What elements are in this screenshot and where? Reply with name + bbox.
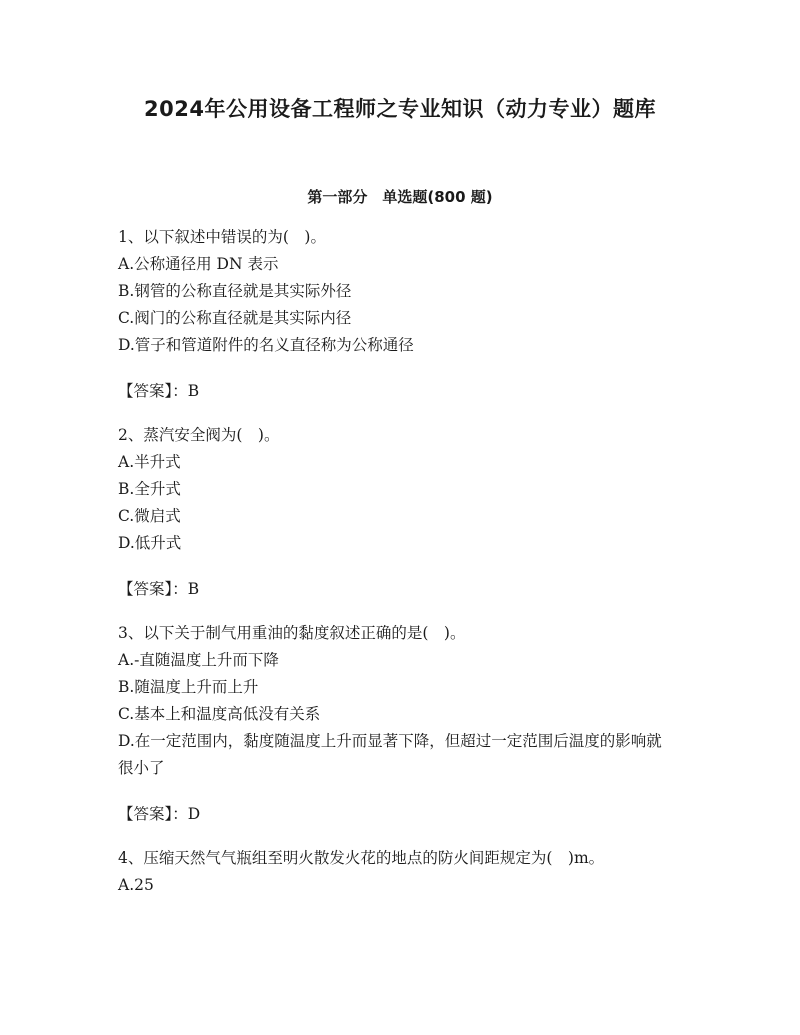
option-b: B.钢管的公称直径就是其实际外径 [118, 282, 352, 300]
option-d: D.管子和管道附件的名义直径称为公称通径 [118, 336, 414, 354]
answer-label: 【答案】： [118, 580, 188, 598]
option-a: A.-直随温度上升而下降 [118, 651, 279, 669]
question-list [118, 224, 678, 899]
answer-line [118, 576, 678, 603]
option-a: A.公称通径用 DN 表示 [118, 255, 279, 273]
question-text: 4、压缩天然气气瓶组至明火散发火花的地点的防火间距规定为( )m。 [118, 849, 605, 867]
section-title: 第一部分 单选题(800 题) [307, 188, 493, 206]
answer-line [118, 378, 678, 405]
option-c: C.阀门的公称直径就是其实际内径 [118, 309, 352, 327]
question-text: 3、以下关于制气用重油的黏度叙述正确的是( )。 [118, 624, 466, 642]
option-b: B.随温度上升而上升 [118, 678, 259, 696]
option-a: A.半升式 [118, 453, 181, 471]
document-title: 2024年公用设备工程师之专业知识（动力专业）题库 [144, 97, 656, 121]
option-d: D.在一定范围内，黏度随温度上升而显著下降，但超过一定范围后温度的影响就很小了 [118, 732, 662, 777]
answer-value: D [187, 805, 201, 823]
option-c: C.基本上和温度高低没有关系 [118, 705, 321, 723]
option-d: D.低升式 [118, 534, 182, 552]
question-3 [118, 620, 678, 828]
question-2 [118, 422, 678, 603]
option-c: C.微启式 [118, 507, 181, 525]
question-4 [118, 845, 678, 899]
answer-value: B [187, 382, 200, 400]
option-a: A.25 [118, 876, 154, 894]
option-b: B.全升式 [118, 480, 181, 498]
answer-label: 【答案】： [118, 805, 188, 823]
answer-line [118, 801, 678, 828]
answer-label: 【答案】： [118, 382, 188, 400]
question-1 [118, 224, 678, 405]
question-text: 1、以下叙述中错误的为( )。 [118, 228, 326, 246]
answer-value: B [187, 580, 200, 598]
question-text: 2、蒸汽安全阀为( )。 [118, 426, 280, 444]
